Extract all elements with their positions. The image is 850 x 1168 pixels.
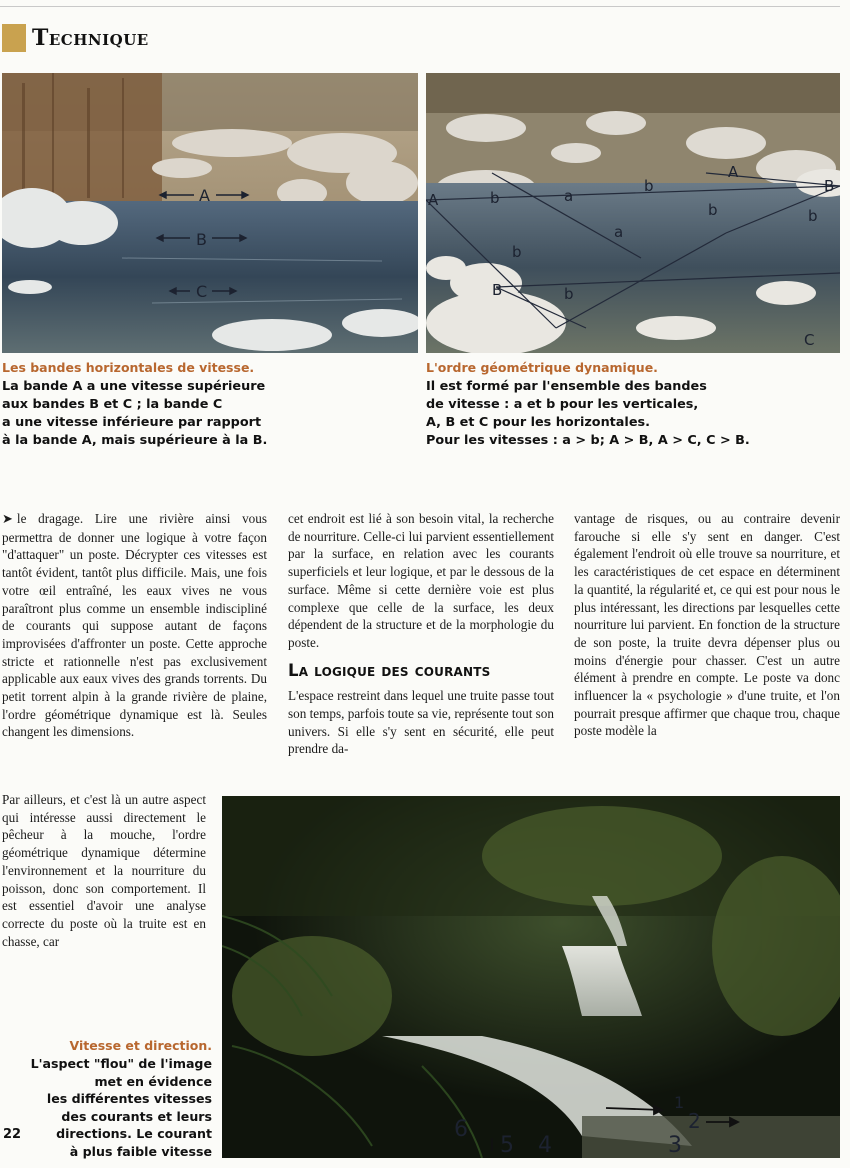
- caption-body: La bande A a une vitesse supérieure aux bandes B et C ; la bande C a une vitesse inférieure par rapport à la bande A, mais supérieure à la B.: [2, 379, 268, 448]
- caption-title: L'ordre géométrique dynamique.: [426, 360, 658, 375]
- section-tag: [2, 22, 149, 54]
- caption-speed-direction: [8, 1038, 212, 1161]
- band-label: A: [428, 191, 439, 209]
- caption-body: Il est formé par l'ensemble des bandes de vitesse : a et b pour les verticales, A, B et C pour les horizontales. Pour les vitesses : a > b; A > B, A > C, C > B.: [426, 379, 750, 448]
- photo-waterfall: [222, 796, 840, 1158]
- caption-body: L'aspect "flou" de l'image met en évidence les différentes vitesses des courants et leurs directions. Le courant à plus faible vitesse: [30, 1056, 212, 1159]
- caption-title: Les bandes horizontales de vitesse.: [2, 360, 255, 375]
- current-label: 6: [454, 1117, 468, 1142]
- current-label: 5: [500, 1133, 514, 1158]
- caption-geometric-order: [426, 360, 840, 450]
- band-label: B: [824, 177, 835, 195]
- current-label: 2: [688, 1109, 701, 1133]
- band-label: a: [614, 223, 624, 241]
- band-label: b: [564, 285, 574, 303]
- caption-horizontal-bands: [2, 360, 412, 450]
- band-label: b: [644, 177, 654, 195]
- photo-geometric-order: [426, 73, 840, 353]
- article-column-2: [288, 510, 554, 758]
- section-heading: La logique des courants: [288, 660, 491, 680]
- band-label: b: [808, 207, 818, 225]
- paragraph-text: le dragage. Lire une rivière ainsi vous permettra de donner une logique à votre façon "d'attaquer" un poste. Décrypter ces vitesses est tantôt évident, tantôt plus difficile. Mais, une fois votre œil entraîné, les eaux vives ne vous paraîtront plus comme un ensemble indiscipliné de courants qui suppose autant de façons improvisées d'affronter un poste. Cette approche stricte et rationnelle n'est pas exclusivement applicable aux eaux vives des grands torrents. Du petit torrent alpin à la grande rivière de plaine, l'ordre géométrique dynamique est là. Seules changent les dimensions.: [2, 511, 267, 740]
- band-label: C: [804, 331, 815, 349]
- band-label: b: [708, 201, 718, 219]
- paragraph: L'espace restreint dans lequel une truite passe tout son temps, parfois toute sa vie, représente tout son univers. Si elle s'y sent en sécurité, elle peut prendre da-: [288, 688, 554, 757]
- band-label: b: [512, 243, 522, 261]
- article-column-1: [2, 510, 267, 741]
- article-column-3: [574, 510, 840, 740]
- photo-horizontal-bands: [2, 73, 418, 353]
- page-number: 22: [3, 1127, 22, 1142]
- paragraph: vantage de risques, ou au contraire devenir farouche si elle s'y sent en danger. C'est également l'endroit où elle trouve sa nourriture, et les caractéristiques de cet espace en déterminent la quantité, la régularité et, ce qui est pour nous le plus intéressant, les directions par lesquelles cette nourriture lui parvient. En fonction de la structure de son poste, la truite devra dépenser plus ou moins d'énergie pour chasser. C'est un autre élément à prendre en compte. Le poste va donc influencer la « psychologie » d'une truite, et l'on pourrait presque affirmer que chaque trou, chaque poste modèle la: [574, 511, 840, 739]
- band-label: B: [196, 230, 207, 249]
- page-top-rule: [0, 6, 840, 7]
- paragraph: [2, 510, 267, 741]
- current-label: 4: [538, 1133, 552, 1158]
- band-label: a: [564, 187, 574, 205]
- article-column-1b: [2, 791, 206, 950]
- paragraph: cet endroit est lié à son besoin vital, la recherche de nourriture. Celle-ci lui parvient essentiellement par la surface, en relation avec les courants superficiels et leur logique, et par le dessous de la surface. Même si cette dernière voie est plus complexe que celle de la surface, les deux dépendent de la structure et de la morphologie du poste.: [288, 511, 554, 650]
- band-label: C: [196, 282, 208, 301]
- paragraph: Par ailleurs, et c'est là un autre aspect qui intéresse aussi directement le pêcheur à la mouche, l'ordre géométrique dynamique détermine l'environnement et la nourriture du poisson, donc son comportement. Il est essentiel d'avoir une analyse correcte du poste où la truite est en chasse, car: [2, 792, 206, 949]
- section-label: Technique: [32, 25, 149, 51]
- band-label: A: [199, 186, 210, 205]
- current-label: 1: [674, 1093, 685, 1112]
- caption-title: Vitesse et direction.: [69, 1038, 212, 1053]
- section-color-block: [2, 24, 26, 52]
- band-label: B: [492, 281, 503, 299]
- band-label: b: [490, 189, 500, 207]
- band-label: A: [728, 163, 739, 181]
- continuation-arrow-icon: ➤: [2, 512, 13, 527]
- current-label: 3: [668, 1133, 682, 1158]
